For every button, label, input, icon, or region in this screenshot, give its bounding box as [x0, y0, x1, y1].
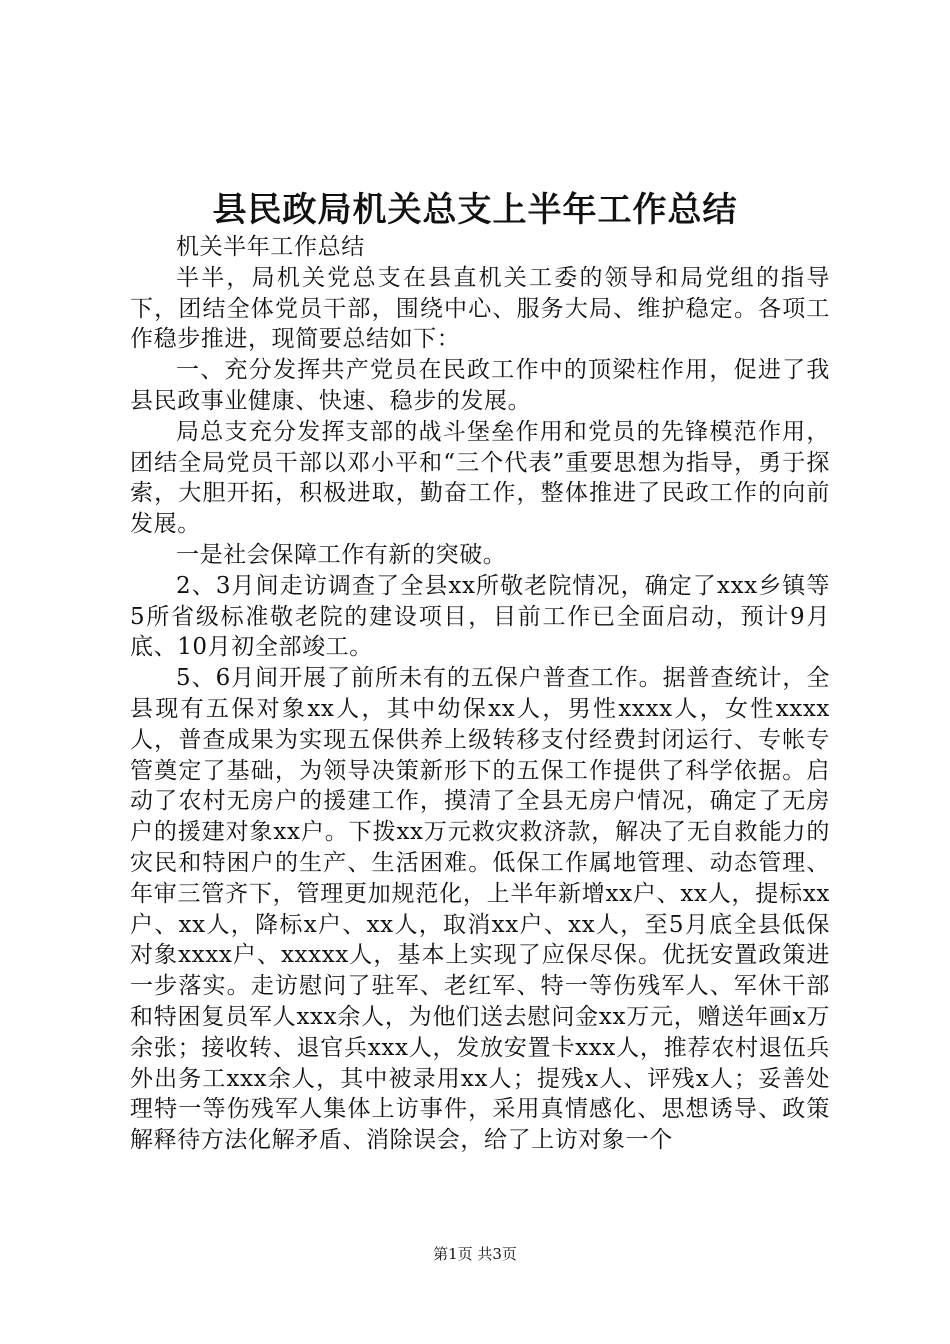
document-title: 县民政局机关总支上半年工作总结 — [212, 190, 738, 230]
paragraph-intro: 半半，局机关党总支在县直机关工委的领导和局党组的指导下，团结全体党员干部，围绕中心、服务大局、维护稳定。各项工作稳步推进，现简要总结如下： — [130, 264, 830, 353]
paragraph-nursing-homes: 2、3月间走访调查了全县xx所敬老院情况，确定了xxx乡镇等5所省级标准敬老院的建设项目，目前工作已全面启动，预计9月底、10月初全部竣工。 — [130, 572, 830, 661]
document-body — [130, 232, 830, 1156]
paragraph-subtitle: 机关半年工作总结 — [176, 234, 365, 260]
paragraph-social-security: 一是社会保障工作有新的突破。 — [176, 541, 507, 568]
paragraph-party-role: 局总支充分发挥支部的战斗堡垒作用和党员的先锋模范作用，团结全局党员干部以邓小平和“三个代表”重要思想为指导，勇于探索，大胆开拓，积极进取，勤奋工作，整体推进了民政工作的向前发展。 — [130, 418, 830, 538]
paragraph-five-guarantee-survey: 5、6月间开展了前所未有的五保户普查工作。据普查统计，全县现有五保对象xx人，其中幼保xx人，男性xxxx人，女性xxxx人，普查成果为实现五保供养上级转移支付经费封闭运行、专帐专管奠定了基础，为领导决策新形下的五保工作提供了科学依据。启动了农村无房户的援建工作，摸清了全县无房户情况，确定了无房户的援建对象xx户。下拨xx万元救灾救济款，解决了无自救能力的灾民和特困户的生产、生活困难。低保工作属地管理、动态管理、年审三管齐下，管理更加规范化，上半年新增xx户、xx人，提标xx户、xx人，降标x户、xx人，取消xx户、xx人，至5月底全县低保对象xxxx户、xxxxx人，基本上实现了应保尽保。优抚安置政策进一步落实。走访慰问了驻军、老红军、特一等伤残军人、军休干部和特困复员军人xxx余人，为他们送去慰问金xx万元，赠送年画x万余张；接收转、退官兵xxx人，发放安置卡xxx人，推荐农村退伍兵外出务工xxx余人，其中被录用xx人；提残x人、评残x人；妥善处理特一等伤残军人集体上访事件，采用真情感化、思想诱导、政策解释待方法化解矛盾、消除误会，给了上访对象一个 — [130, 665, 830, 1154]
page-footer: 第1页 共3页 — [433, 1245, 517, 1263]
paragraph-section-one: 一、充分发挥共产党员在民政工作中的顶梁柱作用，促进了我县民政事业健康、快速、稳步的发展。 — [130, 357, 830, 414]
